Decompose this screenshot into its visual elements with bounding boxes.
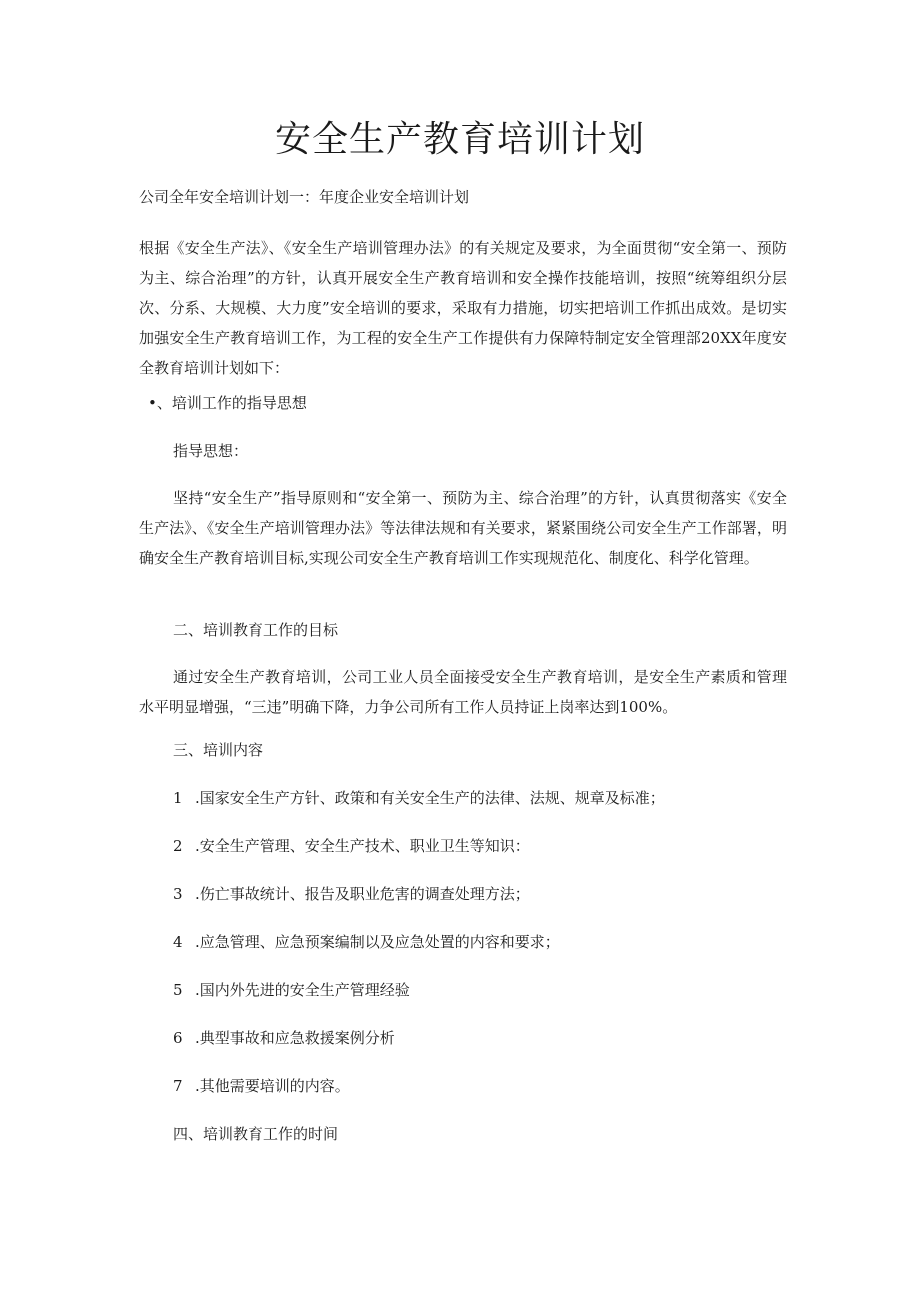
list-item-number: 5 — [173, 981, 183, 999]
list-item — [173, 882, 530, 906]
section-1-heading: •、培训工作的指导思想 — [148, 394, 307, 412]
list-item-text: .伤亡事故统计、报告及职业危害的调查处理方法； — [195, 885, 530, 903]
section-1-subheading: 指导思想： — [173, 442, 249, 460]
section-3-heading: 三、培训内容 — [173, 741, 264, 759]
section-1-body: 坚持“安全生产”指导原则和“安全第一、预防为主、综合治理”的方针，认真贯彻落实《安全生产法》、《安全生产培训管理办法》等法律法规和有关要求，紧紧围绕公司安全生产工作部署，明确安全生产教育培训目标,实现公司安全生产教育培训工作实现规范化、制度化、科学化管理。 — [139, 489, 787, 567]
list-item-text: .安全生产管理、安全生产技术、职业卫生等知识： — [195, 837, 530, 855]
intro-paragraph: 根据《安全生产法》、《安全生产培训管理办法》的有关规定及要求，为全面贯彻“安全第一、预防为主、综合治理”的方针，认真开展安全生产教育培训和安全操作技能培训，按照“统筹组织分层次、分系、大规模、大力度”安全培训的要求，采取有力措施，切实把培训工作抓出成效。是切实加强安全生产教育培训工作，为工程的安全生产工作提供有力保障特制定安全管理部20XX年度安全教育培训计划如下： — [139, 239, 787, 377]
list-item — [173, 978, 410, 1002]
list-item-number: 7 — [173, 1077, 183, 1095]
document-subtitle: 公司全年安全培训计划一：年度企业安全培训计划 — [139, 188, 470, 206]
list-item-number: 2 — [173, 837, 183, 855]
list-item — [173, 1074, 350, 1098]
list-item-text: .其他需要培训的内容。 — [195, 1077, 350, 1095]
list-item-number: 3 — [173, 885, 183, 903]
document-title: 安全生产教育培训计划 — [274, 119, 645, 160]
list-item — [173, 930, 560, 954]
list-item — [173, 786, 665, 810]
list-item-text: .应急管理、应急预案编制以及应急处置的内容和要求； — [195, 933, 560, 951]
section-2-body: 通过安全生产教育培训，公司工业人员全面接受安全生产教育培训，是安全生产素质和管理水平明显增强，“三违”明确下降，力争公司所有工作人员持证上岗率达到100%。 — [139, 668, 787, 716]
list-item-text: .国家安全生产方针、政策和有关安全生产的法律、法规、规章及标准； — [195, 789, 665, 807]
section-4-heading: 四、培训教育工作的时间 — [173, 1125, 339, 1143]
list-item-text: .国内外先进的安全生产管理经验 — [195, 981, 410, 999]
section-2-heading: 二、培训教育工作的目标 — [173, 621, 339, 639]
list-item-number: 1 — [173, 789, 183, 807]
list-item — [173, 834, 530, 858]
list-item-text: .典型事故和应急救援案例分析 — [195, 1029, 395, 1047]
list-item-number: 4 — [173, 933, 183, 951]
list-item-number: 6 — [173, 1029, 183, 1047]
list-item — [173, 1026, 395, 1050]
